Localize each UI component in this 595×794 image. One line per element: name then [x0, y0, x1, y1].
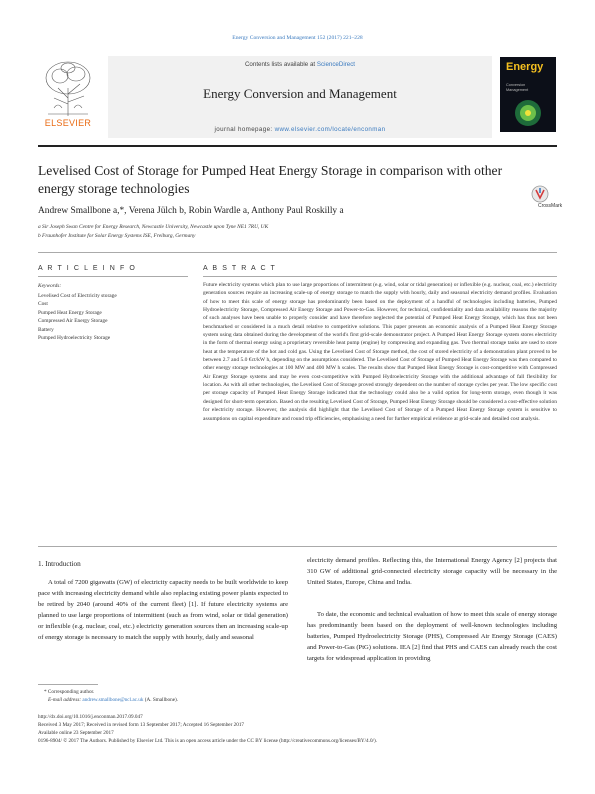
- homepage-prefix: journal homepage:: [214, 126, 275, 133]
- keywords-label: Keywords:: [38, 283, 62, 289]
- journal-title: Energy Conversion and Management: [203, 86, 397, 101]
- abstract-rule: [203, 276, 557, 277]
- available-online: Available online 23 September 2017: [38, 730, 114, 736]
- intro-column-1: A total of 7200 gigawatts (GW) of electricity capacity needs to be built worldwide to keep pace with increasing electricity demand while also replacing existing power plants expected to be retired by 2040 (around 40% of the current fleet) [1]. If future electricity systems are planned to use large proportions of intermittent (such as from wind, solar or tidal generation) or inflexible (e.g. nuclear, coal, etc.) electricity generation sources then an increasing scale-up of energy storage is necessary to match the supply with hourly, daily and seasonal: [38, 579, 288, 641]
- running-head[interactable]: Energy Conversion and Management 152 (2017) 221–228: [232, 35, 363, 41]
- email-suffix: (A. Smallbone).: [143, 697, 179, 703]
- keyword-item: Compressed Air Energy Storage: [38, 318, 108, 325]
- cover-title: [506, 63, 543, 72]
- elsevier-wordmark: ELSEVIER: [44, 118, 92, 128]
- author-list: Andrew Smallbone a,*, Verena Jülch b, Robin Wardle a, Anthony Paul Roskilly a: [38, 206, 344, 216]
- keyword-item: Pumped Hydroelectricity Storage: [38, 335, 111, 342]
- keyword-item: Pumped Heat Energy Storage: [38, 309, 102, 316]
- email-prefix: E-mail address:: [48, 697, 83, 703]
- keyword-item: Cost: [38, 301, 48, 308]
- cover-title-line1: Energy: [506, 61, 544, 73]
- license-line: 0196-8904/ © 2017 The Authors. Published by Elsevier Ltd. This is an open access article under the CC BY license (http://creativecommons.org/licenses/BY/4.0/).: [38, 738, 378, 744]
- keywords-list: [38, 292, 117, 342]
- header-rule: [38, 145, 557, 147]
- footnote-rule: [38, 684, 98, 685]
- section-heading-introduction: 1. Introduction: [38, 560, 81, 568]
- abstract-text: Future electricity systems which plan to use large proportions of intermittent (e.g. wind, solar or tidal generation) or inflexible (e.g. nuclear, coal, etc.) electricity generation sources require an increasing scale-up of energy storage to match the supply with hourly, daily and seasonal electricity demand profiles. Evaluation of how to meet this scale of energy storage has predominantly been based on the deployment of a handful of technologies including batteries, Pumped Hydroelectricity Storage, Compressed Air Energy Storage and Power-to-Gas. However, for technical, confidentiality and data availability reasons the majority of such analyses have been unable to properly consider and have therefore neglected the potential of Pumped Heat Energy Storage, which has thus not been benchmarked or considered in a much detail relative to competitive solutions. This paper presents an economic analysis of a Pumped Heat Energy Storage system using data obtained during the development of the world's first grid-scale demonstrator project. A Pumped Heat Energy Storage system stores electricity in the form of thermal energy using a proprietary reversible heat pump (engine) by compressing and expanding gas. Two thermal storage tanks are used to store heat at the temperature of the hot and cold gas. Using the Levelised Cost of Storage method, the cost of stored electricity of a demonstration plant proved to be between 2.7 and 5.0 €ct/kW h, depending on the assumptions considered. The Levelised Cost of Storage of Pumped Heat Energy Storage was then compared to other energy storage technologies at 100 MW and 400 MW h scales. The results show that Pumped Heat Energy Storage is cost-competitive with Compressed Air Energy Storage systems and may be even cost-competitive with Pumped Hydroelectricity Storage with the additional advantage of fall flexibility for location. As with all other technologies, the Levelised Cost of Storage proved strongly dependent on the number of storage cycles per year. The low specific cost per storage capacity of Pumped Heat Energy Storage indicated that the technology could also be a valid option for long-term storage, even though it was designed for short-term operation. Based on the resulting Levelised Cost of Storage, Pumped Heat Energy Storage should be considered a cost-effective solution for electricity storage. However, the analysis did highlight that the Levelised Cost of Storage of a Pumped Heat Energy Storage system is sensitive to assumptions on capital expenditure and round trip efficiencies, emphasising a need for further empirical evidence at grid-scale and detailed cost analysis.: [203, 282, 557, 422]
- affiliation-b: b Fraunhofer Institute for Solar Energy Systems ISE, Freiburg, Germany: [38, 233, 196, 239]
- crossmark-label: CrossMark: [538, 203, 563, 209]
- journal-cover: [500, 57, 556, 132]
- doi-link[interactable]: http://dx.doi.org/10.1016/j.enconman.2017.09.047: [38, 714, 143, 720]
- article-info-rule: [38, 276, 188, 277]
- corresponding-note: * Corresponding author.: [44, 689, 95, 695]
- intro-column-2-para-2: To date, the economic and technical evaluation of how to meet this scale of energy storage has predominantly been based on the deployment of well-known technologies including batteries, Pumped Hydroelectricity Storage (PHS), Compressed Air Energy Storage (CAES) and Power-to-Gas (PtG) solutions. IEA [2] find that PHS and CAES can already reach the cost targets for widespread application in providing: [307, 611, 557, 662]
- journal-homepage: [108, 126, 492, 133]
- cover-title-line2: Conversion: [506, 83, 526, 87]
- affiliation-a: a Sir Joseph Swan Centre for Energy Research, Newcastle University, Newcastle upon Tyne NE1 7RU, UK: [38, 224, 269, 230]
- cover-graphic-icon: [504, 93, 552, 129]
- sciencedirect-link[interactable]: ScienceDirect: [316, 61, 356, 68]
- cover-title-line3: Management: [506, 87, 529, 92]
- keyword-item: Levelised Cost of Electricity storage: [38, 293, 117, 299]
- email-line: [48, 696, 178, 704]
- abstract-end-rule: [38, 546, 557, 547]
- keyword-item: Battery: [38, 326, 54, 333]
- abstract-heading: A B S T R A C T: [203, 265, 277, 272]
- homepage-link[interactable]: www.elsevier.com/locate/enconman: [274, 126, 386, 133]
- article-info-heading: A R T I C L E I N F O: [38, 265, 137, 272]
- article-title: Levelised Cost of Storage for Pumped Heat Energy Storage in comparison with other energy storage technologies: [38, 163, 503, 196]
- received-dates: Received 3 May 2017; Received in revised form 13 September 2017; Accepted 16 September 2017: [38, 722, 245, 728]
- intro-column-2-para-1: electricity demand profiles. Reflecting this, the International Energy Agency [2] projects that 310 GW of additional grid-connected electricity storage capacity will be necessary in the United States, Europe, China and India.: [307, 557, 557, 586]
- affiliation-rule: [38, 252, 557, 253]
- cover-subtitle: [506, 83, 550, 92]
- email-link[interactable]: andrew.smallbone@ncl.ac.uk: [82, 697, 144, 703]
- contents-prefix: Contents lists available at: [244, 61, 317, 68]
- contents-line: [108, 61, 492, 68]
